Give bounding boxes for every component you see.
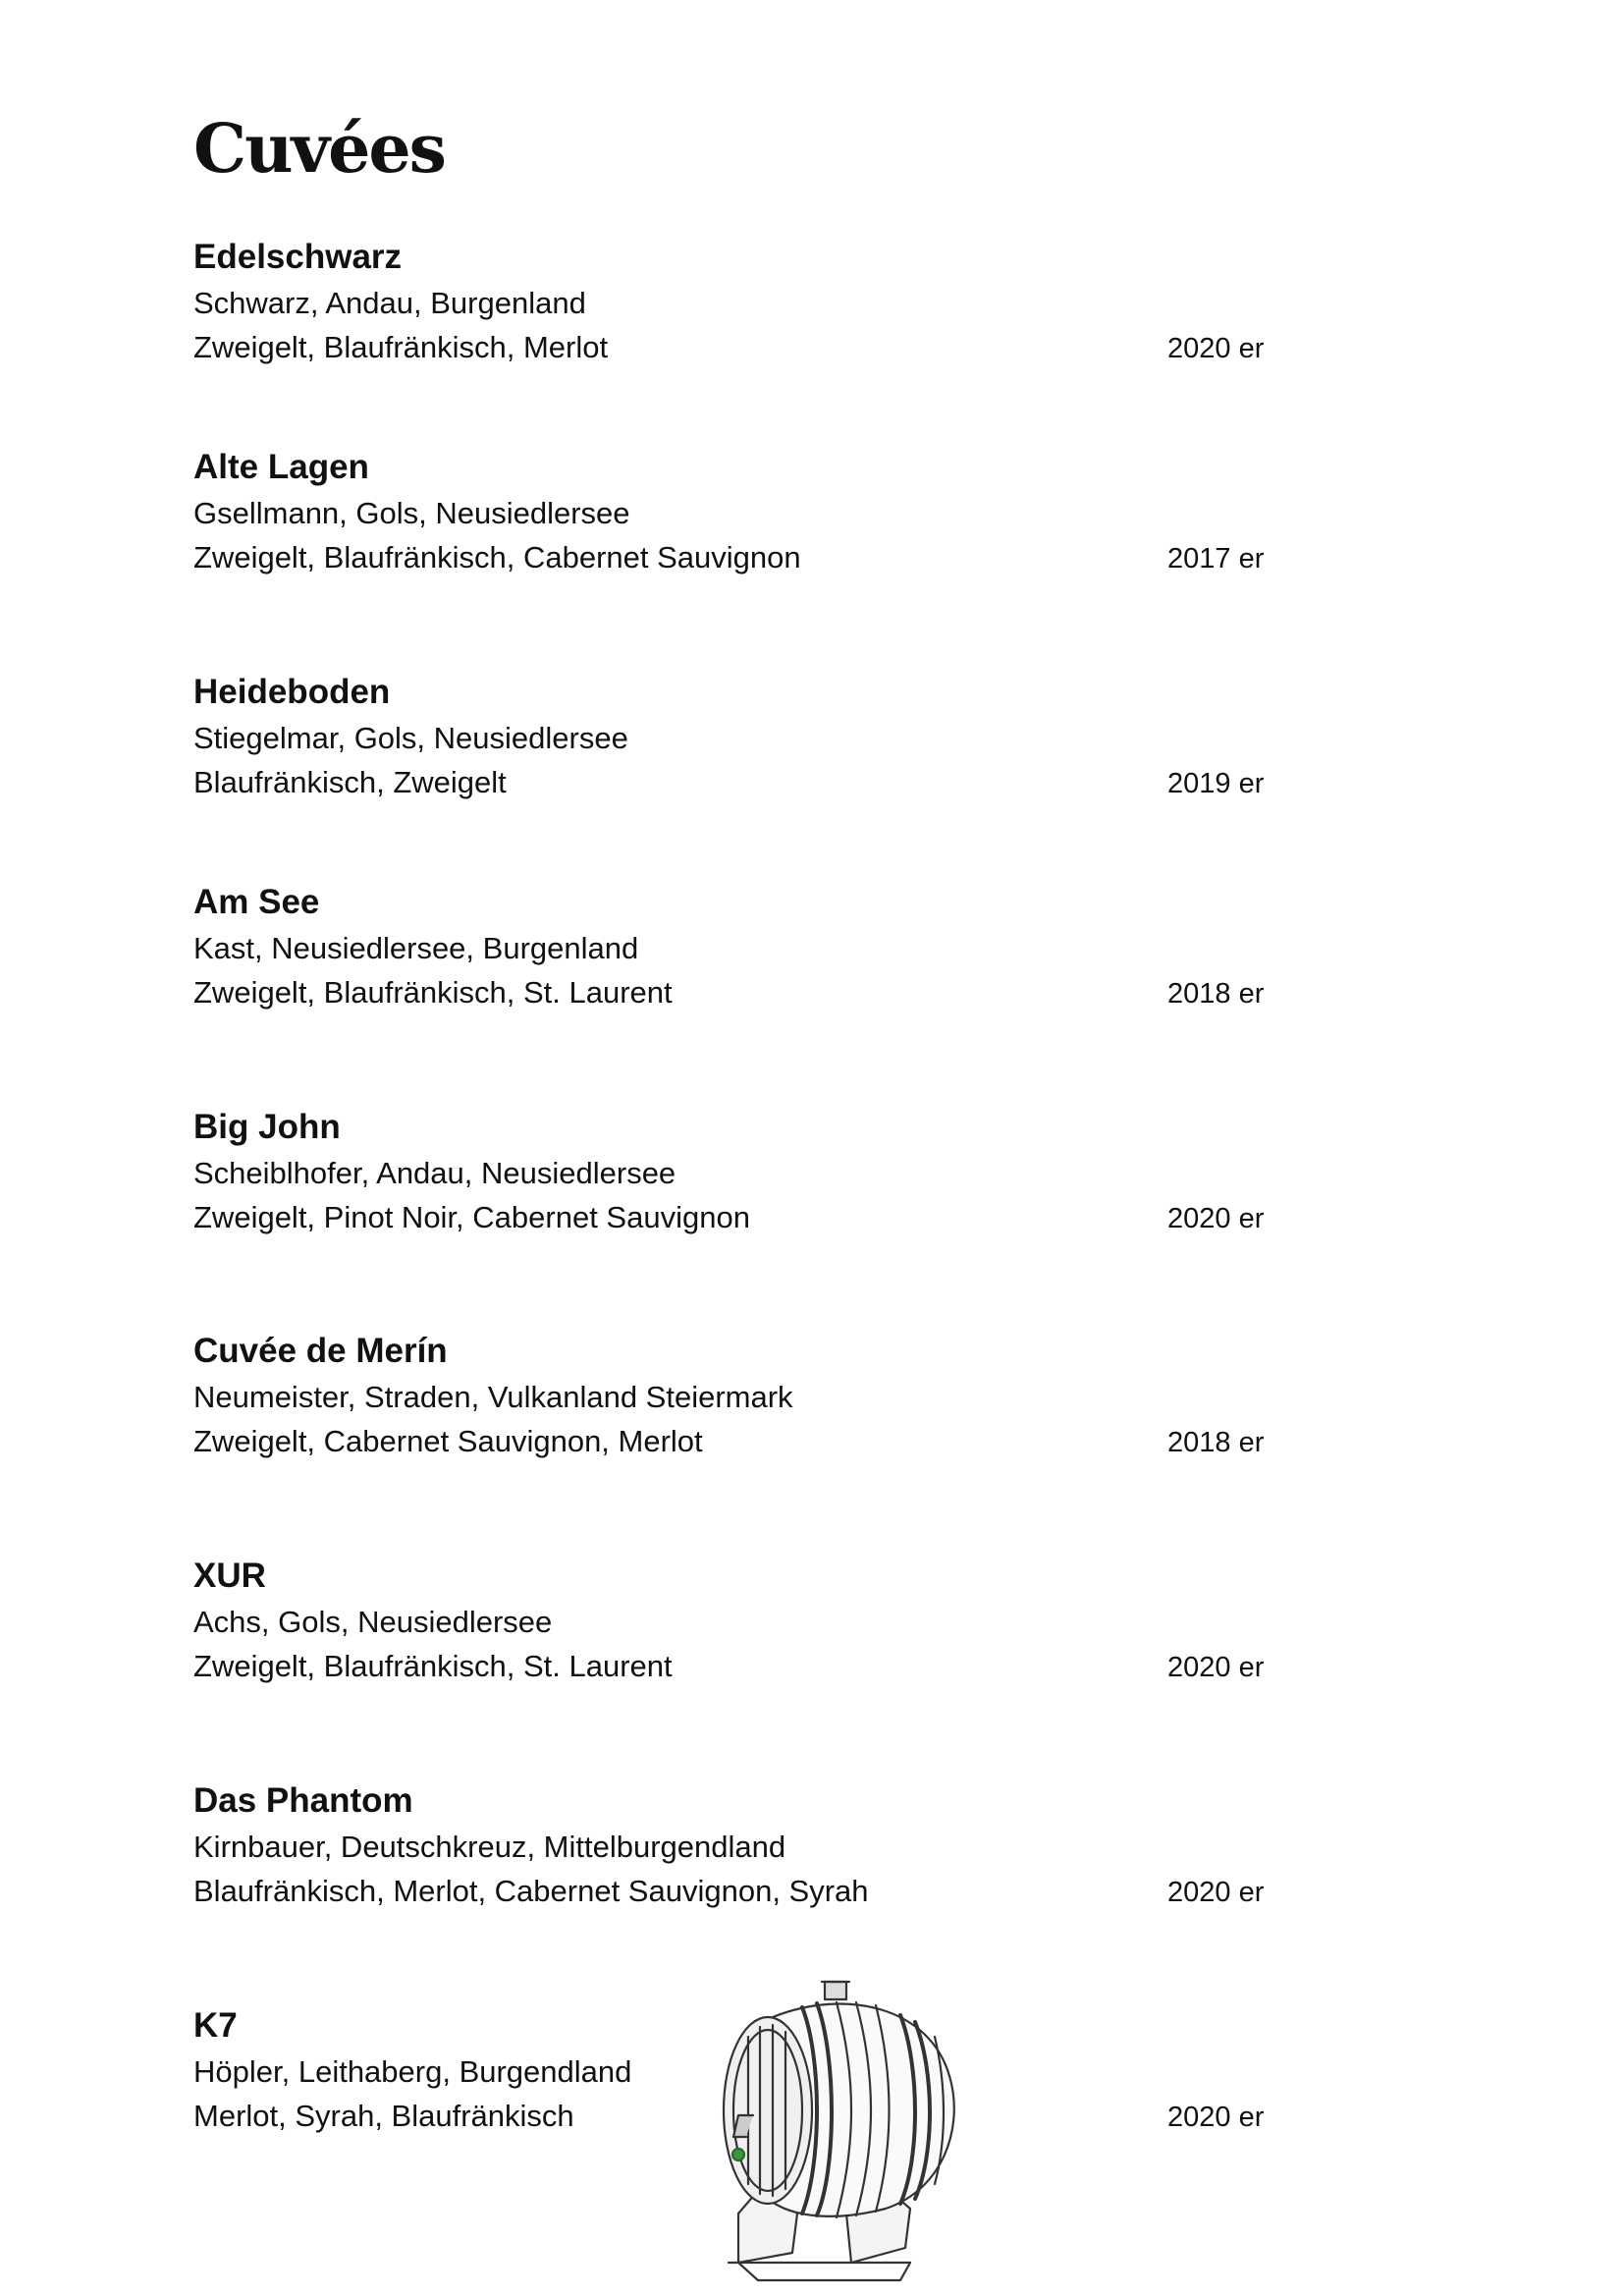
- wine-name: Heideboden: [193, 673, 391, 711]
- wine-grapes: Zweigelt, Pinot Noir, Cabernet Sauvignon: [193, 1200, 750, 1234]
- wine-grapes: Merlot, Syrah, Blaufränkisch: [193, 2099, 574, 2133]
- wine-entry-am-see: [193, 885, 1283, 1032]
- wine-entry-heideboden: [193, 675, 1283, 822]
- wine-entry-das-phantom: [193, 1783, 1283, 1931]
- wine-name: Cuvée de Merín: [193, 1332, 448, 1370]
- wine-name: Big John: [193, 1108, 341, 1146]
- wine-name: Am See: [193, 883, 320, 921]
- wine-vintage: 2020 er: [1167, 1652, 1265, 1683]
- wine-entry-xur: [193, 1558, 1283, 1706]
- wine-producer: Kirnbauer, Deutschkreuz, Mittelburgendland: [193, 1830, 786, 1864]
- wine-name: Edelschwarz: [193, 238, 403, 276]
- wine-vintage: 2017 er: [1167, 543, 1265, 574]
- wine-entry-edelschwarz: [193, 240, 1283, 387]
- wine-vintage: 2020 er: [1167, 2102, 1265, 2133]
- wine-name: K7: [193, 2006, 238, 2045]
- wine-producer: Scheiblhofer, Andau, Neusiedlersee: [193, 1156, 676, 1190]
- wine-producer: Höpler, Leithaberg, Burgendland: [193, 2054, 632, 2089]
- wine-entry-cuvee-de-merin: [193, 1334, 1283, 1481]
- wine-vintage: 2019 er: [1167, 768, 1265, 799]
- wine-grapes: Zweigelt, Cabernet Sauvignon, Merlot: [193, 1424, 703, 1458]
- wine-producer: Achs, Gols, Neusiedlersee: [193, 1605, 553, 1639]
- wine-vintage: 2020 er: [1167, 1877, 1265, 1908]
- wine-producer: Neumeister, Straden, Vulkanland Steiermark: [193, 1380, 793, 1414]
- wine-grapes: Zweigelt, Blaufränkisch, Cabernet Sauvignon: [193, 540, 801, 574]
- wine-name: Alte Lagen: [193, 448, 369, 486]
- wine-name: Das Phantom: [193, 1781, 413, 1820]
- wine-producer: Gsellmann, Gols, Neusiedlersee: [193, 496, 630, 530]
- wine-grapes: Zweigelt, Blaufränkisch, St. Laurent: [193, 975, 673, 1010]
- wine-barrel-icon: [699, 1968, 984, 2282]
- wine-producer: Stiegelmar, Gols, Neusiedlersee: [193, 721, 628, 755]
- wine-producer: Kast, Neusiedlersee, Burgenland: [193, 931, 639, 965]
- wine-grapes: Zweigelt, Blaufränkisch, St. Laurent: [193, 1649, 673, 1683]
- wine-vintage: 2018 er: [1167, 1427, 1265, 1458]
- wine-vintage: 2018 er: [1167, 978, 1265, 1010]
- wine-entry-alte-lagen: [193, 450, 1283, 597]
- wine-name: XUR: [193, 1557, 266, 1595]
- page-title: Cuvées: [193, 110, 445, 189]
- wine-grapes: Blaufränkisch, Merlot, Cabernet Sauvignon, Syrah: [193, 1874, 869, 1908]
- wine-grapes: Blaufränkisch, Zweigelt: [193, 765, 507, 799]
- wine-producer: Schwarz, Andau, Burgenland: [193, 286, 586, 320]
- wine-grapes: Zweigelt, Blaufränkisch, Merlot: [193, 330, 609, 364]
- wine-vintage: 2020 er: [1167, 1203, 1265, 1234]
- wine-entry-big-john: [193, 1110, 1283, 1257]
- wine-vintage: 2020 er: [1167, 333, 1265, 364]
